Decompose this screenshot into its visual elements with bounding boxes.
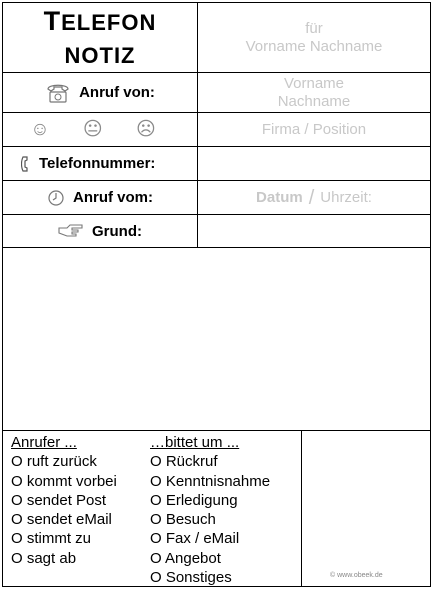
divider [301, 430, 302, 586]
pointing-hand-icon [58, 223, 84, 239]
company-field[interactable]: Firma / Position [261, 120, 367, 138]
divider [3, 430, 430, 431]
caller-label: Anruf von: [79, 84, 155, 101]
handset-icon [21, 155, 31, 173]
page-title: TELEFON NOTIZ [43, 5, 157, 68]
reason-label: Grund: [92, 222, 142, 240]
reason-field[interactable] [198, 215, 430, 247]
checkbox-item[interactable]: O kommt vorbei [11, 472, 117, 490]
checkbox-item[interactable]: O sendet Post [11, 491, 107, 509]
notes-area[interactable] [3, 248, 430, 430]
caller-label-cell [3, 73, 197, 112]
phone-label: Telefonnummer: [39, 155, 156, 172]
checkbox-item[interactable]: O sagt ab [11, 549, 77, 567]
checkbox-item[interactable]: O Erledigung [150, 491, 238, 509]
checkbox-item[interactable]: O Kenntnisnahme [150, 472, 271, 490]
checkbox-item[interactable]: O Sonstiges [150, 569, 232, 587]
requests-list [150, 433, 270, 587]
checkbox-item[interactable]: O Angebot [150, 549, 221, 567]
reason-label-cell [3, 215, 197, 247]
caller-actions-list [11, 433, 117, 568]
checkbox-item[interactable]: O sendet eMail [11, 511, 112, 529]
call-date-label: Anruf vom: [73, 189, 153, 206]
clock-icon [47, 189, 65, 207]
call-date-field[interactable]: Datum / Uhrzeit: [256, 186, 372, 209]
phone-field[interactable] [198, 147, 430, 180]
mood-cell[interactable] [3, 113, 197, 146]
checkbox-item[interactable]: O Fax / eMail [150, 530, 240, 548]
checkbox-item[interactable]: O stimmt zu [11, 530, 92, 548]
copyright-note: © www.obeek.de [330, 572, 383, 579]
telephone-note-form [2, 2, 431, 587]
phone-label-cell [3, 147, 197, 180]
checkbox-item[interactable]: O ruft zurück [11, 453, 97, 471]
requests-heading: …bittet um ... [150, 434, 240, 451]
caller-actions-heading: Anrufer ... [11, 434, 77, 451]
caller-name-field[interactable]: Vorname Nachname [277, 74, 351, 110]
recipient-field[interactable]: für Vorname Nachname [245, 19, 383, 55]
call-date-label-cell [3, 181, 197, 214]
telephone-icon [45, 82, 71, 104]
checkbox-item[interactable]: O Rückruf [150, 453, 218, 471]
checkbox-item[interactable]: O Besuch [150, 511, 216, 529]
smiley-icons[interactable]: ☺ 😐 ☹ [30, 119, 170, 140]
